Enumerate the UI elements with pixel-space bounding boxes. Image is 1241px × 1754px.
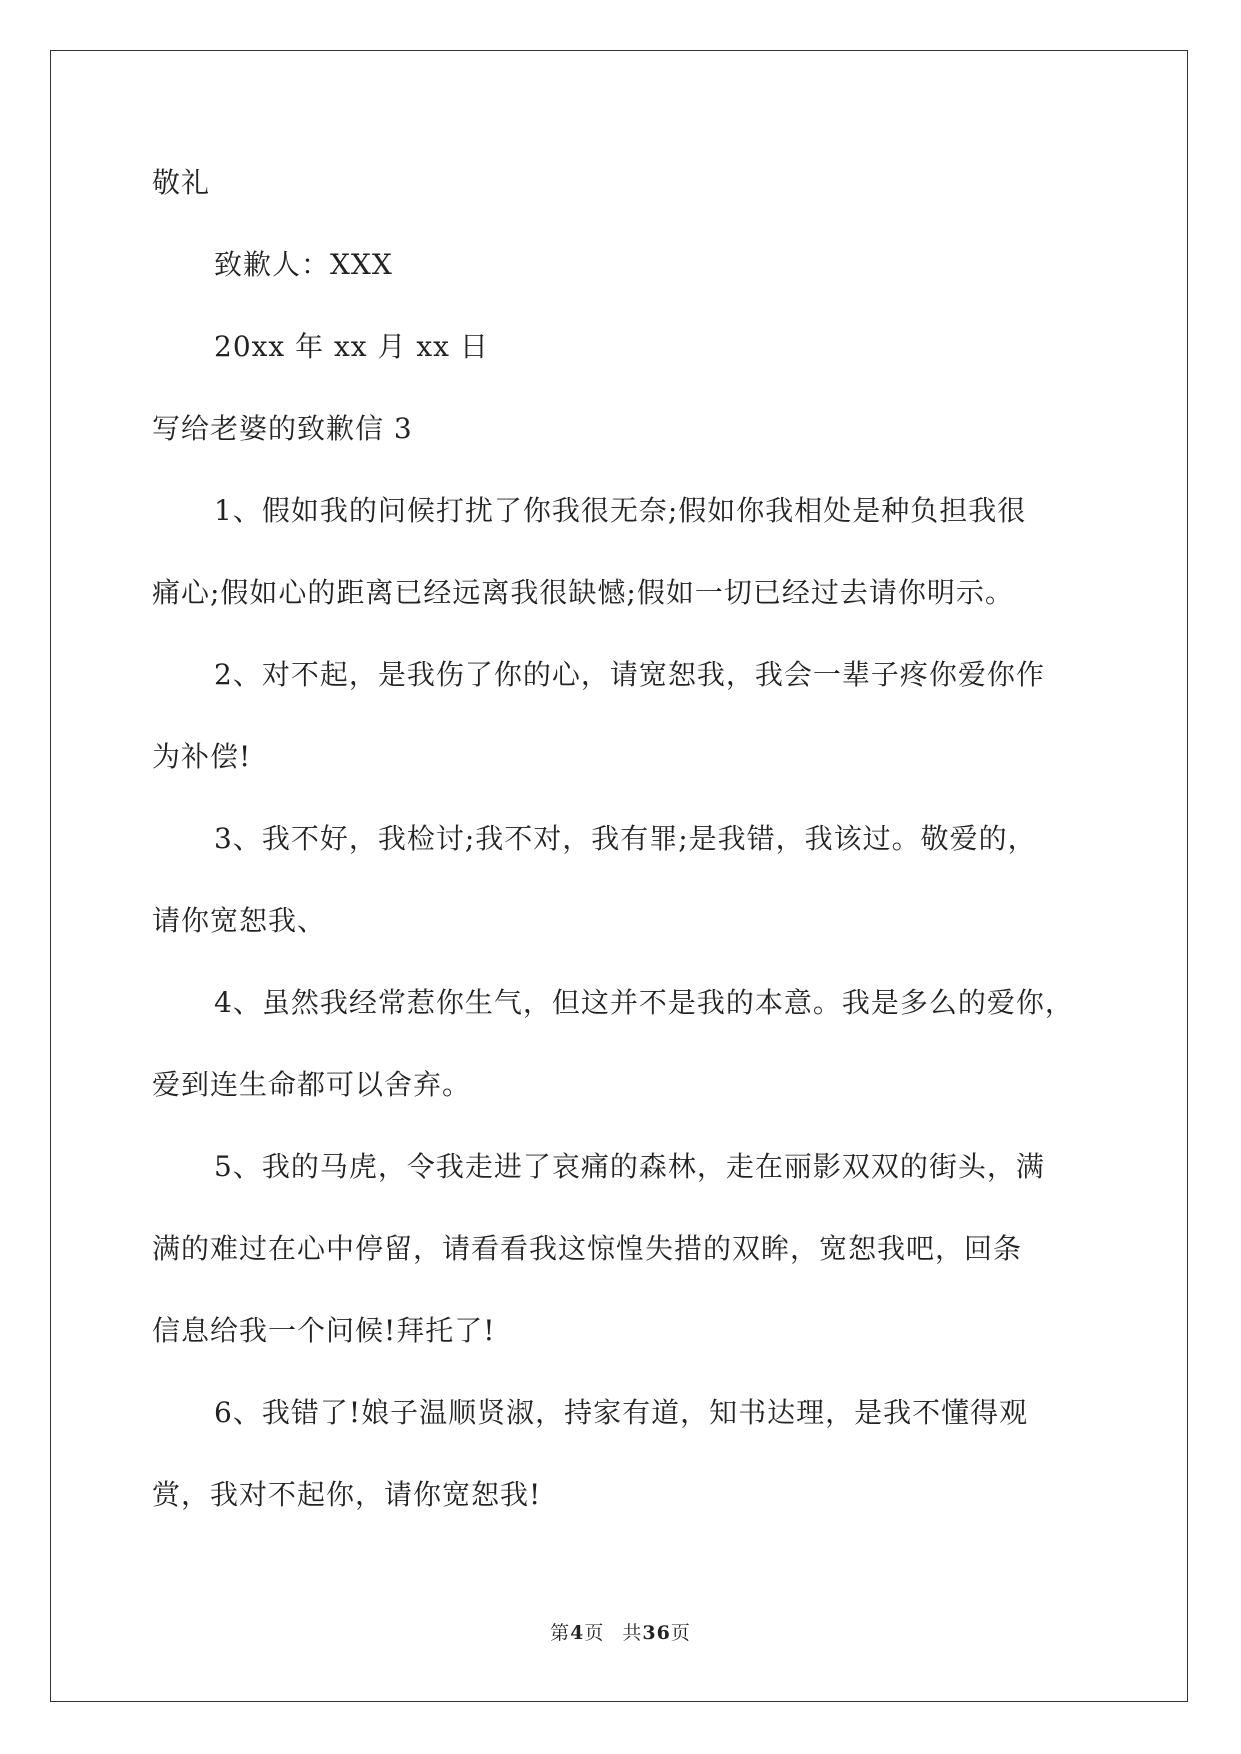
text-line: 满的难过在心中停留，请看看我这惊惶失措的双眸，宽恕我吧，回条 (152, 1232, 1023, 1265)
section-title: 写给老婆的致歉信 3 (152, 412, 413, 445)
page-prefix: 第 (550, 1622, 571, 1644)
total-suffix: 页 (670, 1622, 691, 1644)
text-line: 信息给我一个问候!拜托了! (152, 1314, 496, 1347)
total-pages: 36 (642, 1622, 671, 1644)
letter-paragraphs (152, 493, 1092, 1559)
text-line: 4、虽然我经常惹你生气，但这并不是我的本意。我是多么的爱你， (214, 986, 1074, 1019)
total-prefix: 共 (622, 1622, 643, 1644)
text-line: 为补偿! (152, 740, 252, 773)
text-line: 爱到连生命都可以舍弃。 (152, 1068, 472, 1101)
date-line: 20xx 年 xx 月 xx 日 (214, 330, 489, 363)
document-body (152, 165, 1092, 1559)
text-line: 痛心;假如心的距离已经远离我很缺憾;假如一切已经过去请你明示。 (152, 576, 1014, 609)
text-line: 赏，我对不起你，请你宽恕我! (152, 1478, 542, 1511)
page-footer (0, 1618, 1241, 1645)
text-line: 3、我不好，我检讨;我不对，我有罪;是我错，我该过。敬爱的， (214, 822, 1037, 855)
signature-line: 致歉人：XXX (214, 248, 393, 281)
text-line: 请你宽恕我、 (152, 904, 327, 937)
text-line: 2、对不起，是我伤了你的心，请宽恕我，我会一辈子疼你爱你作 (214, 658, 1045, 691)
page-number: 4 (570, 1622, 585, 1644)
page-suffix: 页 (584, 1622, 605, 1644)
closing-line: 敬礼 (152, 166, 211, 199)
text-line: 5、我的马虎，令我走进了哀痛的森林，走在丽影双双的街头，满 (214, 1150, 1045, 1183)
text-line: 1、假如我的问候打扰了你我很无奈;假如你我相处是种负担我很 (214, 494, 1027, 527)
text-line: 6、我错了!娘子温顺贤淑，持家有道，知书达理，是我不懂得观 (214, 1396, 1029, 1429)
